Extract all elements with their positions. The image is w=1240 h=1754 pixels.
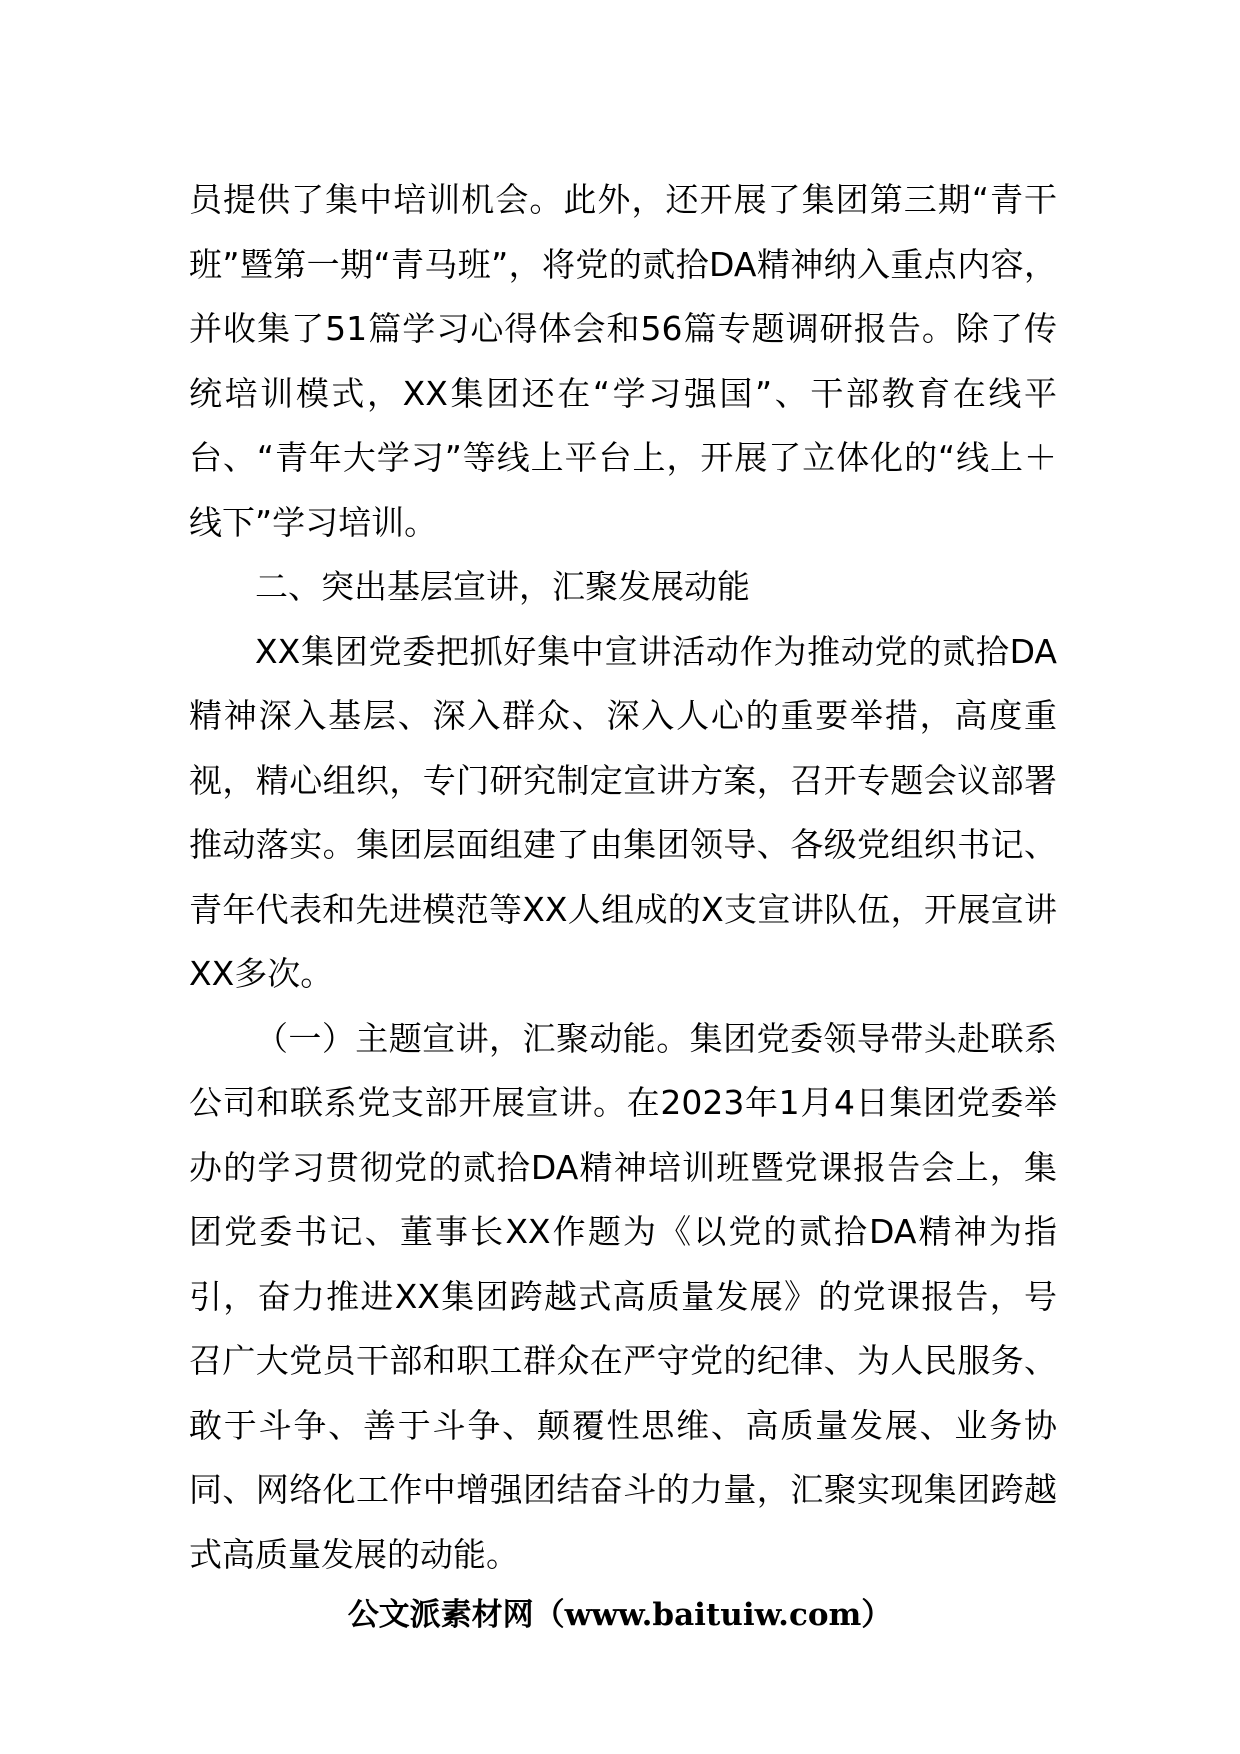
paragraph-training-summary: 员提供了集中培训机会。此外，还开展了集团第三期“青干班”暨第一期“青马班”，将党的贰拾DA精神纳入重点内容，并收集了51篇学习心得体会和56篇专题调研报告。除了传统培训模式，XX集团还在“学习强国”、干部教育在线平台、“青年大学习”等线上平台上，开展了立体化的“线上＋线下”学习培训。 <box>189 180 1057 542</box>
paragraph-lecture-overview: XX集团党委把抓好集中宣讲活动作为推动党的贰拾DA精神深入基层、深入群众、深入人心的重要举措，高度重视，精心组织，专门研究制定宣讲方案，召开专题会议部署推动落实。集团层面组建了由集团领导、各级党组织书记、青年代表和先进模范等XX人组成的X支宣讲队伍，开展宣讲XX多次。 <box>189 631 1057 993</box>
footer-watermark: 公文派素材网（www.baituiw.com） <box>347 1597 893 1633</box>
document-body <box>189 168 1057 1587</box>
section-heading-grassroots-lectures: 二、突出基层宣讲，汇聚发展动能 <box>255 567 750 606</box>
paragraph-theme-lectures: （一）主题宣讲，汇聚动能。集团党委领导带头赴联系公司和联系党支部开展宣讲。在2023年1月4日集团党委举办的学习贯彻党的贰拾DA精神培训班暨党课报告会上，集团党委书记、董事长XX作题为《以党的贰拾DA精神为指引，奋力推进XX集团跨越式高质量发展》的党课报告，号召广大党员干部和职工群众在严守党的纪律、为人民服务、敢于斗争、善于斗争、颠覆性思维、高质量发展、业务协同、网络化工作中增强团结奋斗的力量，汇聚实现集团跨越式高质量发展的动能。 <box>189 1018 1057 1574</box>
